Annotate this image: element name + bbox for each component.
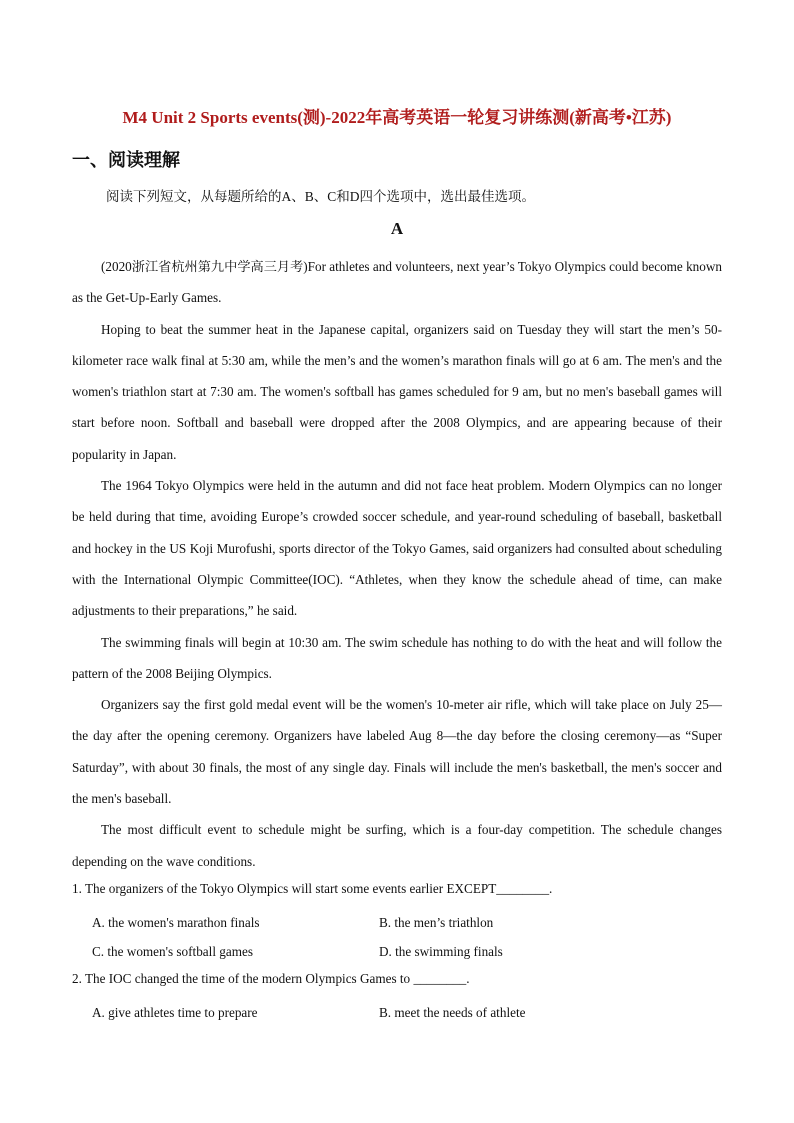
paragraph: The 1964 Tokyo Olympics were held in the autumn and did not face heat problem. Modern Olympics can no longer be held during that time, avoiding Europe’s crowded soccer schedule, and year-round scheduling of baseball, basketball and hockey in the US Koji Murofushi, sports director of the Tokyo Games, said organizers had consulted about scheduling with the International Olympic Committee(IOC). “Athletes, when they know the schedule ahead of time, can make adjustments to their preparations,” he said. (72, 478, 722, 619)
question-1-option-a: A. the women's marathon finals (92, 915, 260, 930)
question-1-option-d: D. the swimming finals (379, 944, 503, 959)
question-2-stem: 2. The IOC changed the time of the modern Olympics Games to ________. (72, 971, 470, 986)
question-2-option-a: A. give athletes time to prepare (92, 1005, 258, 1020)
paragraph: Organizers say the first gold medal event will be the women's 10-meter air rifle, which will take place on July 25—the day after the opening ceremony. Organizers have labeled Aug 8—the day before the closing ceremony—as “Super Saturday”, with about 30 finals, the most of any single day. Finals will include the men's basketball, the men's soccer and the men's baseball. (72, 697, 722, 807)
question-1-option-b: B. the men’s triathlon (379, 915, 494, 930)
document-title: M4 Unit 2 Sports events(测)-2022年高考英语一轮复习讲练测(新高考•江苏) (122, 108, 672, 127)
instructions: 阅读下列短文，从每题所给的A、B、C和D四个选项中，选出最佳选项。 (106, 189, 536, 204)
paragraph: Hoping to beat the summer heat in the Japanese capital, organizers said on Tuesday they will start the men’s 50-kilometer race walk final at 5:30 am, while the men’s and the women’s marathon finals will go at 6 am. The men's and the women's triathlon start at 7:30 am. The women's softball has games scheduled for 9 am, but no men's baseball games will start before noon. Softball and baseball were dropped after the 2008 Olympics, and are appearing because of their popularity in Japan. (72, 321, 722, 462)
question-1-option-c: C. the women's softball games (92, 944, 253, 959)
paragraph: (2020浙江省杭州第九中学高三月考)For athletes and volunteers, next year’s Tokyo Olympics could become known as the Get-Up-Early Games. (72, 259, 722, 306)
passage-label: A (390, 219, 404, 238)
question-1-stem: 1. The organizers of the Tokyo Olympics will start some events earlier EXCEPT________. (72, 881, 553, 896)
paragraph: The most difficult event to schedule might be surfing, which is a four-day competition. The schedule changes depending on the wave conditions. (72, 822, 722, 869)
paragraph: The swimming finals will begin at 10:30 am. The swim schedule has nothing to do with the heat and will follow the pattern of the 2008 Beijing Olympics. (72, 634, 722, 681)
section-heading: 一、阅读理解 (72, 150, 180, 170)
question-2-option-b: B. meet the needs of athlete (379, 1005, 526, 1020)
reading-passage (72, 251, 722, 877)
